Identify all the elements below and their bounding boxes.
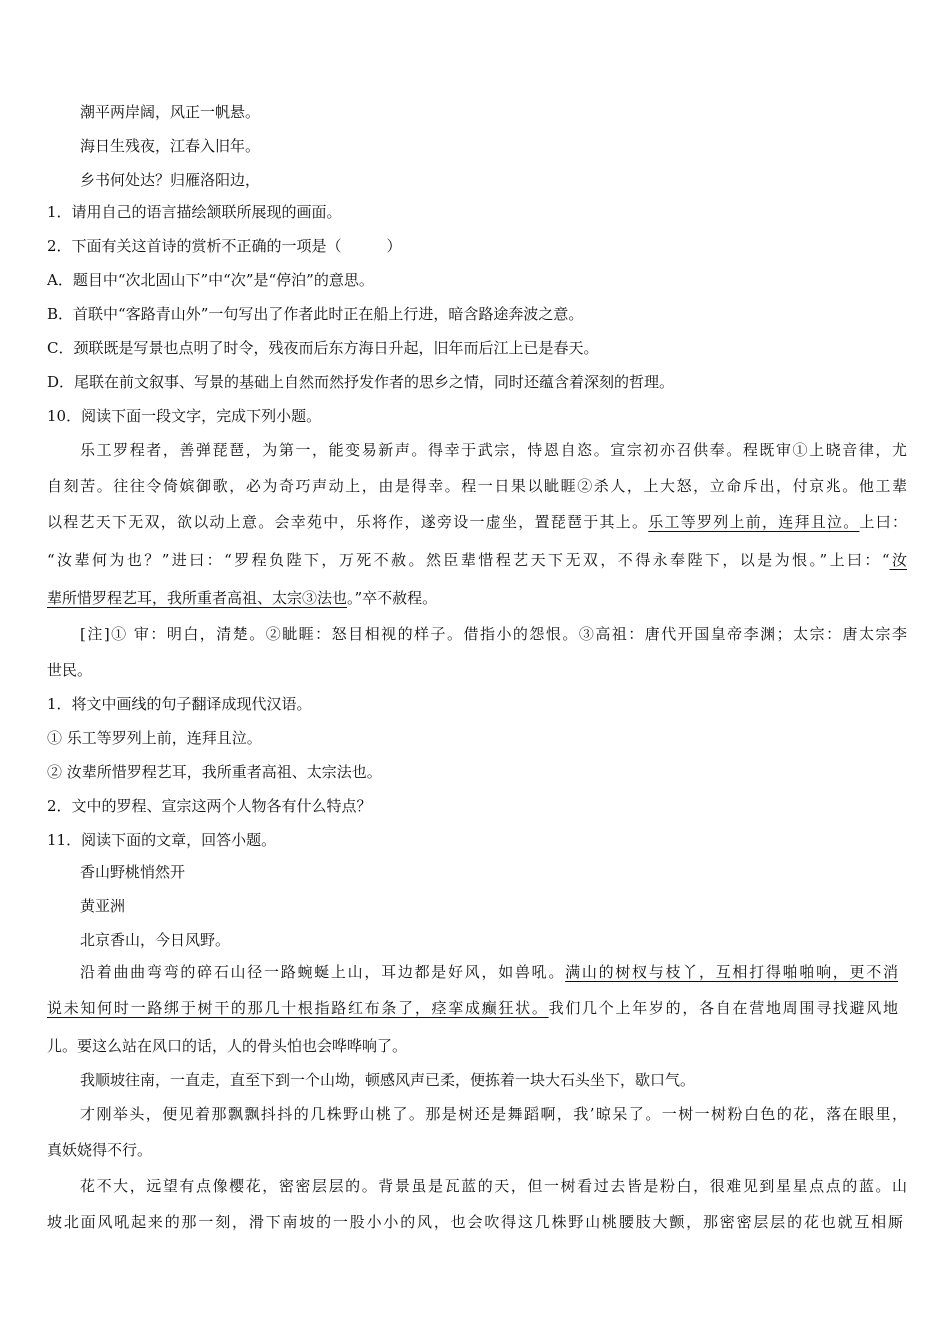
q10-passage-text: 。”卒不赦程。 [347,589,438,607]
article-title: 香山野桃悄然开 [80,863,186,881]
underlined-sentence-1: 乐工等罗列上前，连拜且泣。 [648,513,860,531]
underlined-sentence-2-start: 汝 [889,551,907,569]
poem-line-2: 海日生残夜，江春入旧年。 [80,137,261,155]
q10-sub-question-1: 1．将文中画线的句子翻译成现代汉语。 [47,695,312,713]
article-paragraph-2: 我顺坡往南，一直走，直至下到一个山坳，顿感风声已柔，便拣着一块大石头坐下，歇口气。 [80,1071,696,1089]
q10-sub-question-2: 2．文中的罗程、宣宗这两个人物各有什么特点？ [47,797,372,815]
article-text: 我们几个上年岁的，各自在营地周围寻找避风地 [548,999,898,1017]
q10-passage-line-3 [47,512,907,532]
q10-passage-line-5 [47,588,437,608]
q10-sentence-2: ② 汝辈所惜罗程艺耳，我所重者高祖、太宗法也。 [47,763,382,781]
q10-notes-line-2: 世民。 [47,661,93,679]
underlined-passage-end: 说未知何时一路绑于树干的那几十根指路红布条了，痉挛成癫狂状。 [47,999,549,1017]
article-text: 沿着曲曲弯弯的碎石山径一路蜿蜒上山，耳边都是好风，如兽吼。 [80,963,566,981]
underlined-passage-start: 满山的树杈与枝丫，互相打得啪啪响，更不消 [565,963,898,981]
poem-line-3: 乡书何处达？归雁洛阳边， [80,171,261,189]
q9-sub-question-1: 1．请用自己的语言描绘颔联所展现的画面。 [47,203,342,221]
article-line-5: 才刚举头，便见着那飘飘抖抖的几株野山桃了。那是树还是舞蹈啊，我’晾呆了。一树一树粉白色的花，落在眼里， [80,1105,907,1123]
article-line-6: 真妖娆得不行。 [47,1141,153,1159]
q9-option-a: A．题目中“次北固山下”中“次”是“停泊”的意思。 [47,271,374,289]
q9-option-d: D．尾联在前文叙事、写景的基础上自然而然抒发作者的思乡之情，同时还蕴含着深刻的哲理。 [47,373,675,391]
q10-passage-text: 上曰： [859,513,907,531]
q9-option-b: B．首联中“客路青山外”一句写出了作者此时正在船上行进，暗含路途奔波之意。 [47,305,584,323]
poem-line-1: 潮平两岸阔，风正一帆悬。 [80,103,261,121]
underlined-sentence-2-end: 辈所惜罗程艺耳，我所重者高祖、太宗③法也 [47,589,348,607]
q9-sub-question-2: 2．下面有关这首诗的赏析不正确的一项是（ ） [47,237,402,255]
q10-passage-text: 以程艺天下无双，欲以动上意。会幸苑中，乐将作，遂旁设一虚坐，置琵琶于其上。 [47,513,649,531]
article-line-7: 花不大，远望有点像樱花，密密层层的。背景虽是瓦蓝的天，但一树看过去皆是粉白，很难见到星星点点的蓝。山 [80,1177,907,1195]
q10-passage-line-1: 乐工罗程者，善弹琵琶，为第一，能变易新声。得幸于武宗，恃恩自恣。宣宗初亦召供奉。程既审①上晓音律，尤 [80,441,907,459]
article-line-2 [47,998,898,1018]
article-line-8: 坡北面风吼起来的那一刻，滑下南坡的一股小小的风，也会吹得这几株野山桃腰肢大颤，那密密层层的花也就互相厮 [47,1213,903,1231]
q10-passage-text: “汝辈何为也？”进曰：“罗程负陛下，万死不赦。然臣辈惜程艺天下无双，不得永奉陛下，以是为恨。”上曰：“ [47,551,890,569]
article-line-1 [80,962,898,982]
q10-passage-line-2: 自刻苦。往往令倚嫔御歌，必为奇巧声动上，由是得幸。程一日果以眦睚②杀人，上大怒，立命斥出，付京兆。他工辈 [47,477,907,495]
q10-notes-line-1: [注]① 审：明白，清楚。②眦睚：怒目相视的样子。借指小的怨恨。③高祖：唐代开国皇帝李渊；太宗：唐太宗李 [80,625,907,643]
q10-passage-line-4 [47,550,907,570]
article-paragraph-0: 北京香山，今日风野。 [80,931,231,949]
q10-title: 10．阅读下面一段文字，完成下列小题。 [47,407,322,425]
article-author: 黄亚洲 [80,897,126,915]
q9-option-c: C．颈联既是写景也点明了时令，残夜而后东方海日升起，旧年而后江上已是春天。 [47,339,599,357]
q11-title: 11．阅读下面的文章，回答小题。 [47,831,277,849]
article-line-3: 儿。要这么站在风口的话，人的骨头怕也会哗哗响了。 [47,1037,408,1055]
q10-sentence-1: ① 乐工等罗列上前，连拜且泣。 [47,729,262,747]
